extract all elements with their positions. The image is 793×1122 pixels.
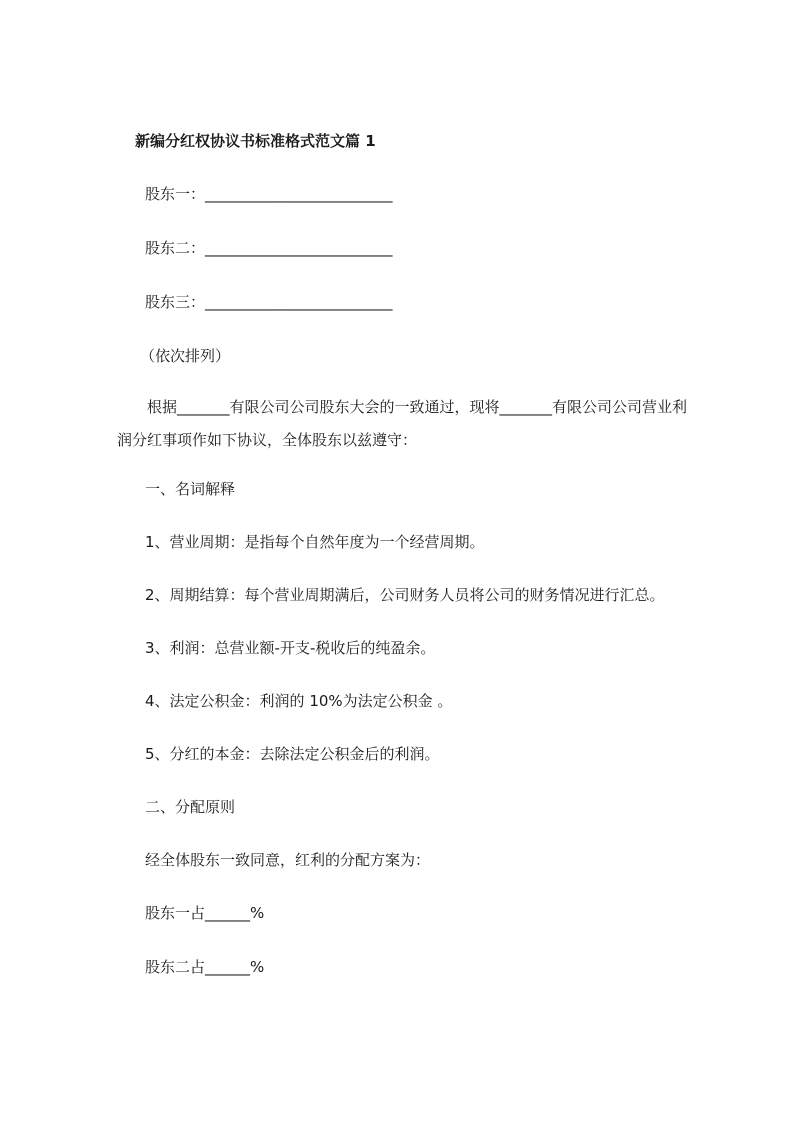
shareholder-3-line: 股东三：_________________________ <box>145 293 393 311</box>
definition-item: 2、周期结算：每个营业周期满后，公司财务人员将公司的财务情况进行汇总。 <box>145 586 665 604</box>
section-1-heading: 一、名词解释 <box>145 480 236 498</box>
shareholder-1-line: 股东一：_________________________ <box>145 185 393 203</box>
share-line-2: 股东二占______% <box>145 958 265 976</box>
definition-item: 4、法定公积金：利润的 10%为法定公积金 。 <box>145 692 453 710</box>
definition-item: 3、利润：总营业额-开支-税收后的纯盈余。 <box>145 639 436 657</box>
intro-paragraph: 根据_______有限公司公司股东大会的一致通过，现将_______有限公司公司营业利润分红事项作如下协议，全体股东以兹遵守： <box>117 398 688 449</box>
document-title: 新编分红权协议书标准格式范文篇 1 <box>135 132 376 150</box>
share-line-1: 股东一占______% <box>145 904 265 922</box>
definition-item: 5、分红的本金：去除法定公积金后的利润。 <box>145 745 440 763</box>
distribution-intro: 经全体股东一致同意，红利的分配方案为： <box>145 851 431 869</box>
order-note: （依次排列） <box>140 347 231 365</box>
section-2-heading: 二、分配原则 <box>145 798 236 816</box>
shareholder-2-line: 股东二：_________________________ <box>145 239 393 257</box>
definition-item: 1、营业周期：是指每个自然年度为一个经营周期。 <box>145 533 485 551</box>
